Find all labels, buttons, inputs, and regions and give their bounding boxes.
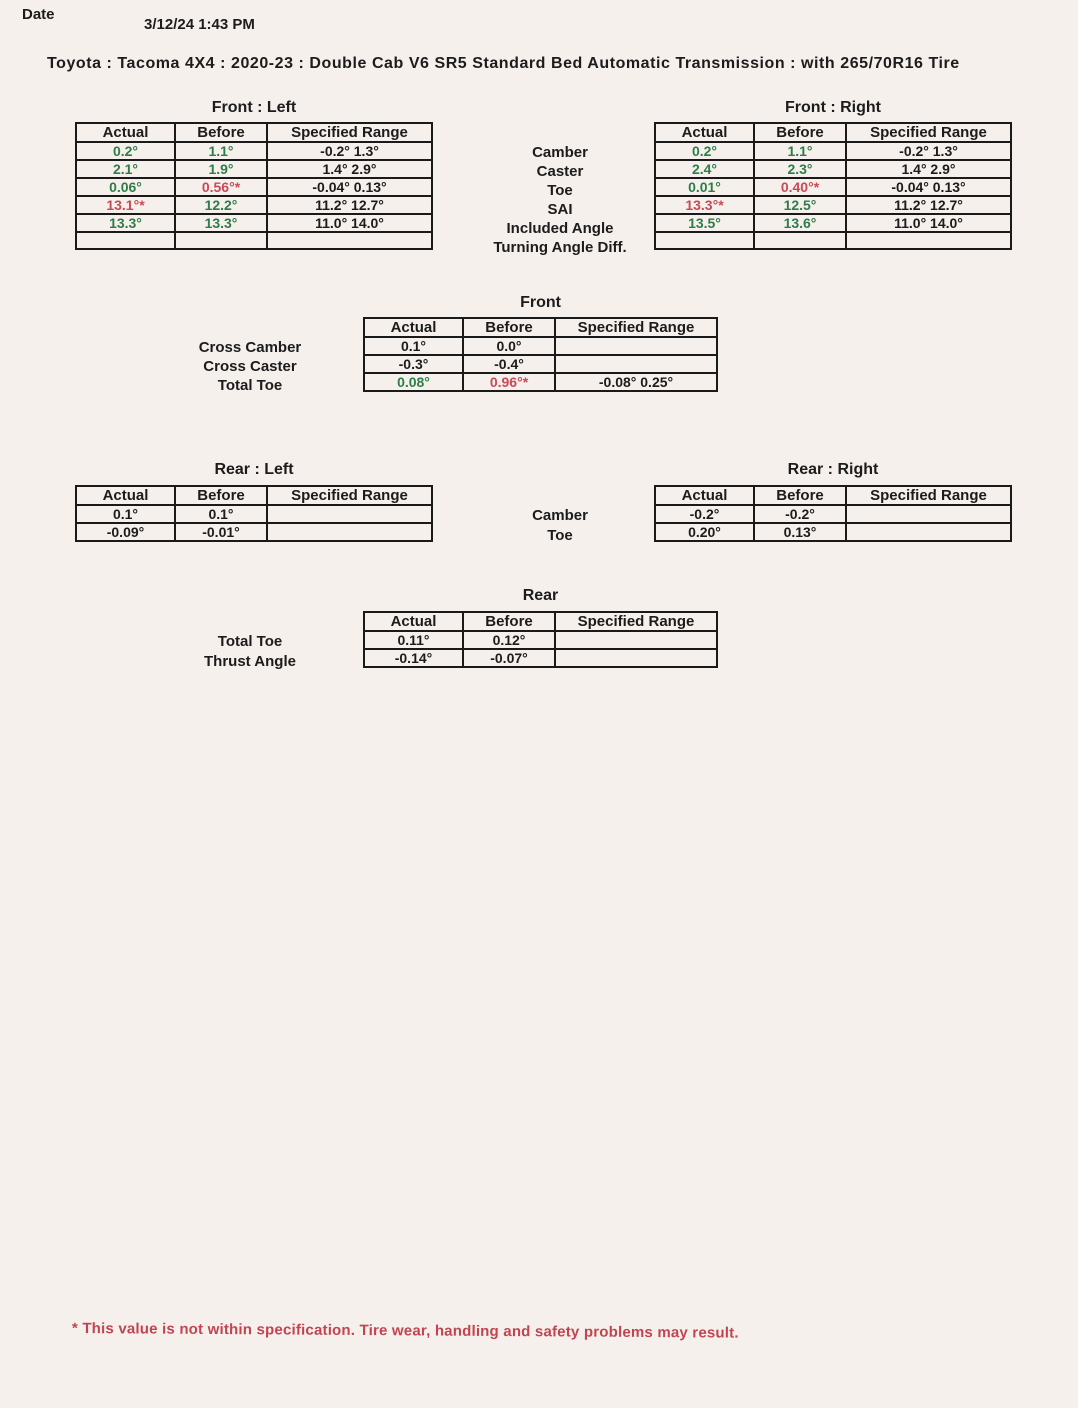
value-cell: 0.20° [655,523,754,541]
value-cell: -0.4° [463,355,555,373]
front-right-title: Front : Right [785,99,881,116]
table-row [655,505,1011,523]
value-cell [555,649,717,667]
rear-right-table [654,485,1012,542]
measure-label: Cross Camber [198,339,302,356]
value-cell: 0.01° [655,178,754,196]
front-left-title: Front : Left [211,99,297,116]
column-header: Before [754,123,846,142]
measure-label: Total Toe [217,633,283,650]
value-cell: 13.3° [76,214,175,232]
value-cell: 1.1° [175,142,267,160]
value-cell: 1.4° 2.9° [267,160,432,178]
date-label: Date [22,6,55,23]
column-header: Actual [76,486,175,505]
front-left-table [75,122,433,250]
table-row [655,160,1011,178]
value-cell [846,523,1011,541]
table-row [364,631,717,649]
value-cell: 0.96°* [463,373,555,391]
table-row [76,232,432,249]
header-row [76,123,432,142]
date-value: 3/12/24 1:43 PM [144,16,255,33]
value-cell: 11.2° 12.7° [267,196,432,214]
front-measure-labels [440,143,680,257]
value-cell: 0.2° [655,142,754,160]
rear-left-title: Rear : Left [214,461,294,478]
value-cell: -0.3° [364,355,463,373]
rear-right-values-table [654,485,1012,542]
value-cell: 12.2° [175,196,267,214]
column-header: Before [754,486,846,505]
column-header: Actual [364,318,463,337]
table-row [655,178,1011,196]
value-cell [175,232,267,249]
value-cell [754,232,846,249]
value-cell: 0.56°* [175,178,267,196]
spec-footnote: * This value is not within specification. Tire wear, handling and safety problems may result. [71,1320,739,1342]
front-cross-labels [140,338,360,395]
column-header: Actual [364,612,463,631]
measure-label: Total Toe [217,377,283,394]
front-right-values-table [654,122,1012,250]
table-row [364,355,717,373]
value-cell: 0.08° [364,373,463,391]
value-cell: 0.2° [76,142,175,160]
value-cell: -0.07° [463,649,555,667]
value-cell: 0.06° [76,178,175,196]
table-row [76,178,432,196]
value-cell [76,232,175,249]
value-cell [267,232,432,249]
column-header: Before [175,486,267,505]
column-header: Actual [76,123,175,142]
table-row [655,214,1011,232]
measure-label: Cross Caster [203,358,297,375]
column-header: Actual [655,123,754,142]
value-cell: 0.13° [754,523,846,541]
value-cell: 1.1° [754,142,846,160]
table-row [655,523,1011,541]
value-cell: -0.04° 0.13° [846,178,1011,196]
value-cell: 13.3°* [655,196,754,214]
measure-label: Toe [547,182,573,199]
column-header: Actual [655,486,754,505]
header-row [364,612,717,631]
front-cross-title: Front [520,294,561,311]
value-cell: -0.08° 0.25° [555,373,717,391]
value-cell: 11.0° 14.0° [267,214,432,232]
value-cell [555,337,717,355]
table-row [76,196,432,214]
value-cell: -0.2° 1.3° [846,142,1011,160]
value-cell [555,631,717,649]
column-header: Specified Range [267,486,432,505]
table-row [76,505,432,523]
header-row [364,318,717,337]
value-cell: 13.1°* [76,196,175,214]
front-right-table [654,122,1012,250]
measure-label: Included Angle [506,220,614,237]
rear-measure-labels [440,506,680,546]
rear-right-title: Rear : Right [787,461,879,478]
value-cell: 0.12° [463,631,555,649]
rear-cross-title: Rear [522,587,559,604]
front-left-values-table [75,122,433,250]
rear-cross-values-table [363,611,718,668]
value-cell: 0.40°* [754,178,846,196]
front-cross-table [363,317,718,392]
table-row [364,373,717,391]
table-row [364,337,717,355]
value-cell: 13.3° [175,214,267,232]
value-cell: 0.1° [175,505,267,523]
value-cell: 1.4° 2.9° [846,160,1011,178]
rear-cross-table [363,611,718,668]
table-row [76,523,432,541]
table-row [655,232,1011,249]
value-cell: -0.2° [655,505,754,523]
header-row [655,123,1011,142]
value-cell: 0.0° [463,337,555,355]
value-cell: 11.2° 12.7° [846,196,1011,214]
value-cell [267,523,432,541]
measure-label: Caster [536,163,584,180]
value-cell: 0.1° [76,505,175,523]
table-row [76,142,432,160]
rear-left-table [75,485,433,542]
value-cell [846,232,1011,249]
rear-left-values-table [75,485,433,542]
column-header: Before [463,612,555,631]
value-cell [555,355,717,373]
value-cell: -0.2° 1.3° [267,142,432,160]
value-cell: 0.11° [364,631,463,649]
value-cell: 2.4° [655,160,754,178]
header-row [76,486,432,505]
column-header: Before [463,318,555,337]
table-row [655,196,1011,214]
header-row [655,486,1011,505]
column-header: Specified Range [846,486,1011,505]
value-cell: 13.5° [655,214,754,232]
column-header: Specified Range [555,318,717,337]
column-header: Specified Range [846,123,1011,142]
table-row [76,160,432,178]
table-row [364,649,717,667]
value-cell: 2.1° [76,160,175,178]
value-cell: -0.14° [364,649,463,667]
measure-label: Camber [532,144,588,161]
rear-cross-labels [140,632,360,672]
value-cell: -0.09° [76,523,175,541]
value-cell: 11.0° 14.0° [846,214,1011,232]
value-cell: 12.5° [754,196,846,214]
value-cell [655,232,754,249]
value-cell: 13.6° [754,214,846,232]
value-cell: 0.1° [364,337,463,355]
column-header: Specified Range [555,612,717,631]
vehicle-title: Toyota : Tacoma 4X4 : 2020-23 : Double Cab V6 SR5 Standard Bed Automatic Transmission : with 265/70R16 Tire [47,55,960,72]
measure-label: SAI [547,201,573,218]
value-cell: -0.01° [175,523,267,541]
column-header: Specified Range [267,123,432,142]
front-cross-values-table [363,317,718,392]
value-cell [846,505,1011,523]
table-row [76,214,432,232]
value-cell: -0.2° [754,505,846,523]
table-row [655,142,1011,160]
column-header: Before [175,123,267,142]
value-cell [267,505,432,523]
measure-label: Camber [532,507,588,524]
measure-label: Thrust Angle [204,653,296,670]
measure-label: Turning Angle Diff. [493,239,627,256]
value-cell: 1.9° [175,160,267,178]
value-cell: 2.3° [754,160,846,178]
value-cell: -0.04° 0.13° [267,178,432,196]
measure-label: Toe [547,527,573,544]
